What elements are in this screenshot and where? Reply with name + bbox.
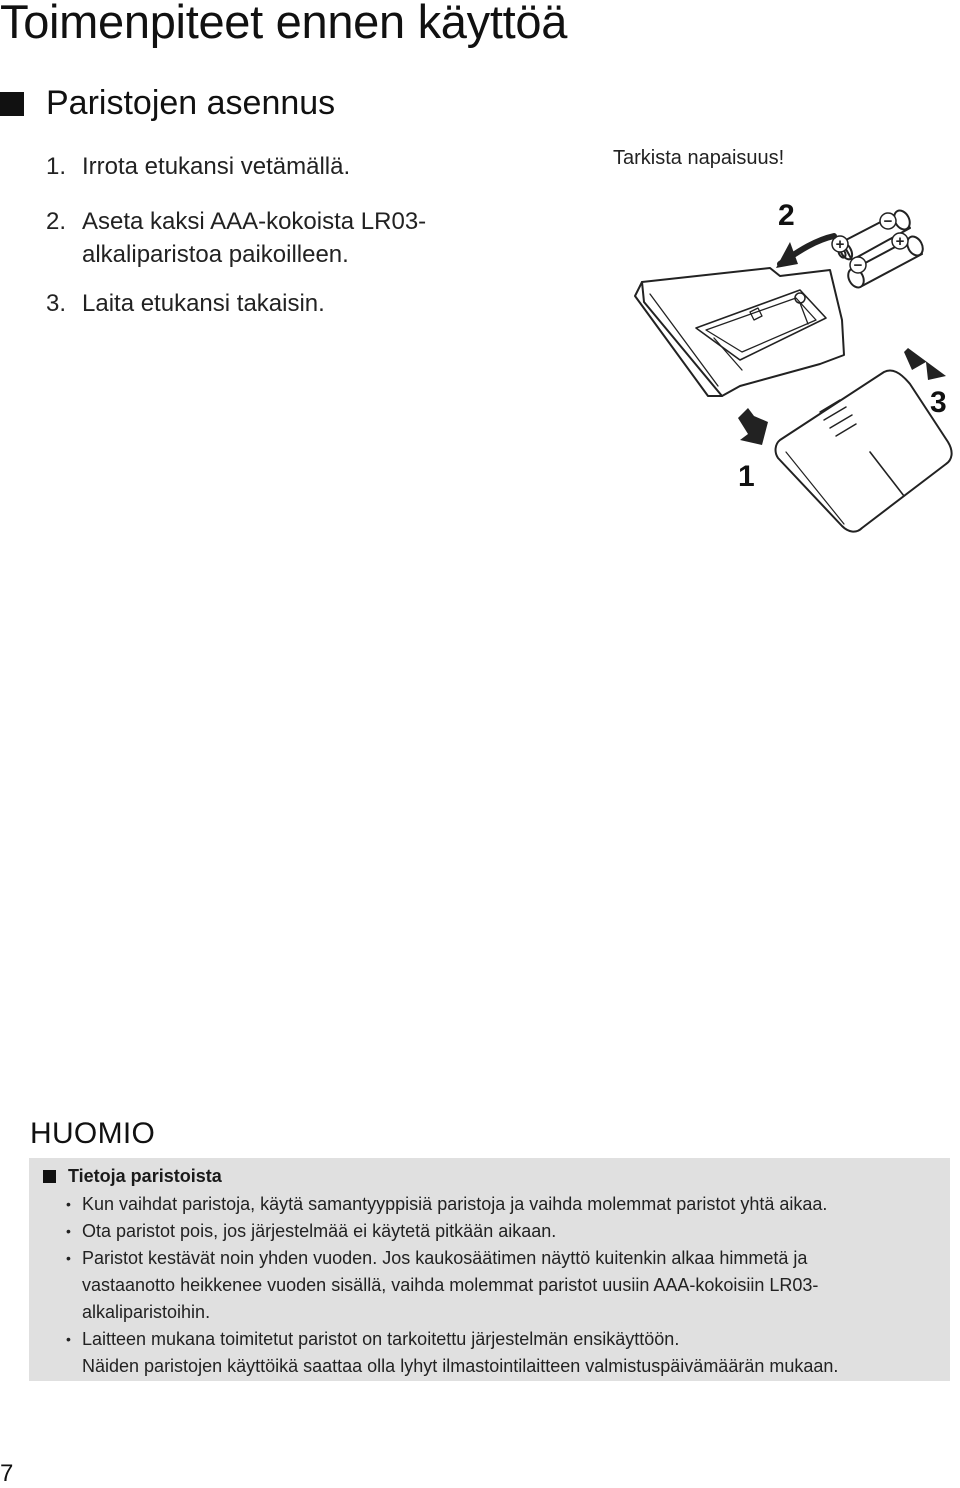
step-number: 3.	[46, 290, 67, 317]
bullet-item	[68, 1218, 938, 1245]
battery-cover	[776, 371, 952, 532]
callout-2: 2	[778, 199, 795, 232]
bullet-text: vastaanotto heikkenee vuoden sisällä, vaihda molemmat paristot uusiin AAA-kokoisiin LR03-	[82, 1275, 819, 1295]
bullet-text: Paristot kestävät noin yhden vuoden. Jos kaukosäätimen näyttö kuitenkin alkaa himmetä ja	[82, 1248, 808, 1268]
bullet-text: Kun vaihdat paristoja, käytä samantyyppisiä paristoja ja vaihda molemmat paristot yhtä aikaa.	[82, 1194, 828, 1214]
arrow-3	[904, 348, 946, 380]
step-text: Irrota etukansi vetämällä.	[82, 153, 351, 180]
arrow-2-head	[776, 242, 798, 268]
section-title	[0, 84, 335, 123]
polarity-minus: −	[883, 213, 893, 230]
notice-heading: HUOMIO	[30, 1117, 156, 1150]
step-number: 2.	[46, 208, 67, 235]
remote-body	[642, 268, 844, 396]
bullet-item	[68, 1326, 938, 1380]
notice-subheading	[43, 1166, 222, 1187]
step-number: 1.	[46, 153, 67, 180]
notice-subheading-text: Tietoja paristoista	[68, 1166, 222, 1186]
page-number: 7	[0, 1460, 14, 1487]
step-text: alkaliparistoa paikoilleen.	[82, 241, 349, 268]
callout-3: 3	[930, 386, 947, 419]
bullet-text: Laitteen mukana toimitetut paristot on tarkoitettu järjestelmän ensikäyttöön.	[82, 1329, 680, 1349]
step-item	[46, 287, 426, 320]
bullet-item	[68, 1191, 938, 1218]
section-marker-icon	[0, 92, 24, 116]
polarity-minus: −	[853, 257, 863, 274]
step-text: Aseta kaksi AAA-kokoista LR03-	[82, 208, 427, 235]
step-item	[46, 150, 426, 183]
section-title-text: Paristojen asennus	[46, 84, 336, 122]
polarity-plus: +	[835, 236, 845, 253]
installation-steps	[46, 150, 426, 320]
bullet-text: Näiden paristojen käyttöikä saattaa olla lyhyt ilmastointilaitteen valmistuspäivämäärän mukaan.	[82, 1356, 839, 1376]
bullet-item	[68, 1245, 938, 1326]
polarity-note: Tarkista napaisuus!	[613, 147, 785, 169]
remote-battery-illustration	[630, 190, 960, 560]
notice-bullets	[68, 1191, 938, 1380]
step-text: Laita etukansi takaisin.	[82, 290, 325, 317]
polarity-plus: +	[895, 233, 905, 250]
battery-notice-box	[29, 1158, 950, 1381]
step-item	[46, 205, 426, 271]
callout-1: 1	[738, 460, 755, 493]
page-title: Toimenpiteet ennen käyttöä	[0, 0, 568, 48]
bullet-text: Ota paristot pois, jos järjestelmää ei käytetä pitkään aikaan.	[82, 1221, 557, 1241]
arrow-1	[738, 408, 768, 445]
subheading-marker-icon	[43, 1170, 56, 1183]
bullet-text: alkaliparistoihin.	[82, 1302, 211, 1322]
